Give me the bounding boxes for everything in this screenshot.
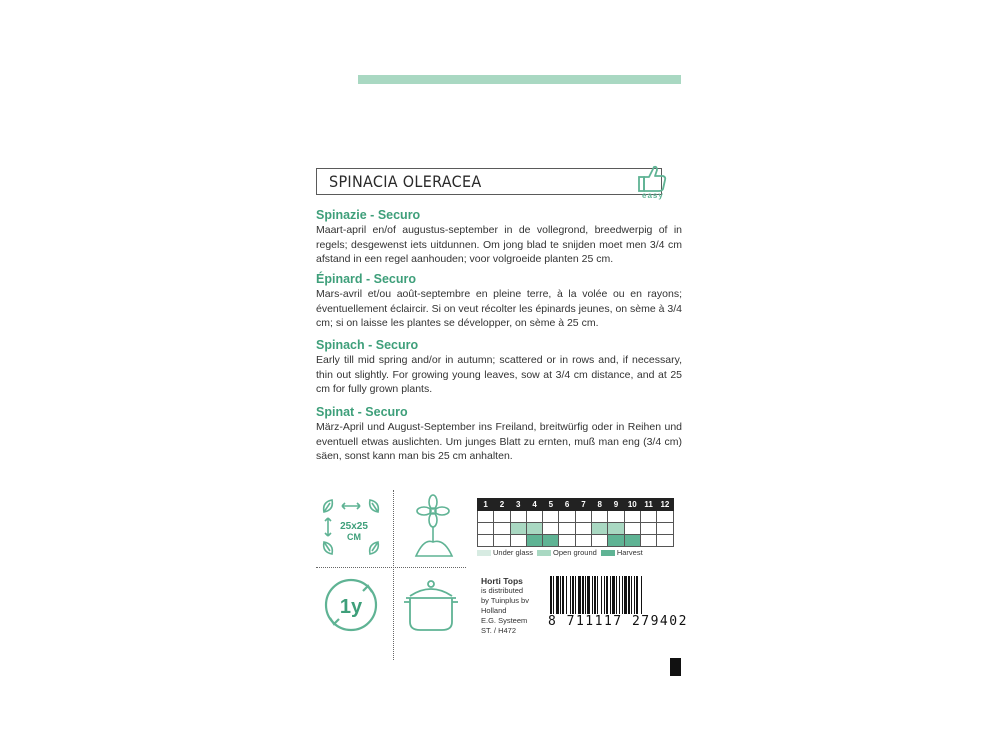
cycle-icon xyxy=(320,574,382,636)
section-heading: Spinat - Securo xyxy=(316,405,408,419)
calendar-cell xyxy=(640,511,656,523)
species-title: SPINACIA OLERACEA xyxy=(329,172,482,191)
calendar-cell xyxy=(592,535,608,547)
month-label: 12 xyxy=(657,499,673,511)
month-label: 7 xyxy=(575,499,591,511)
calendar-legend xyxy=(477,548,643,557)
calendar-cell xyxy=(608,535,624,547)
icon-divider-vertical xyxy=(393,490,394,660)
section-french xyxy=(316,272,682,331)
calendar-cell xyxy=(657,511,673,523)
calendar-cell xyxy=(494,523,510,535)
brand-name: Horti Tops xyxy=(481,576,523,586)
month-label: 9 xyxy=(608,499,624,511)
calendar-cell xyxy=(559,535,575,547)
calendar-cell xyxy=(526,511,542,523)
calendar-cell xyxy=(510,535,526,547)
calendar-header-row xyxy=(478,499,674,511)
sowing-plant-icon xyxy=(404,494,462,562)
calendar-cell xyxy=(640,535,656,547)
legend-label: Under glass xyxy=(493,548,534,557)
calendar-cell xyxy=(640,523,656,535)
legend-label: Open ground xyxy=(553,548,597,557)
distributor-line: ST. / H472 xyxy=(481,626,517,635)
calendar-cell xyxy=(575,511,591,523)
calendar-cell xyxy=(478,523,494,535)
easy-badge-label: easy xyxy=(642,191,664,200)
section-heading: Spinazie - Securo xyxy=(316,208,421,222)
month-label: 5 xyxy=(543,499,559,511)
legend-swatch xyxy=(477,550,491,556)
calendar-cell xyxy=(592,511,608,523)
calendar-cell xyxy=(624,535,640,547)
distributor-line: is distributed xyxy=(481,586,524,595)
calendar-cell xyxy=(543,535,559,547)
calendar-row xyxy=(478,511,674,523)
month-label: 10 xyxy=(624,499,640,511)
section-heading: Épinard - Securo xyxy=(316,272,417,286)
sowing-calendar xyxy=(477,498,674,547)
calendar-row xyxy=(478,535,674,547)
legend-open-ground xyxy=(537,548,597,557)
calendar-cell xyxy=(559,511,575,523)
spacing-icon xyxy=(318,494,384,560)
calendar-cell xyxy=(575,535,591,547)
calendar-cell xyxy=(478,511,494,523)
spacing-unit: CM xyxy=(347,532,361,542)
calendar-cell xyxy=(478,535,494,547)
section-text: Early till mid spring and/or in autumn; scattered or in rows and, if necessary, thin out slightly. For growing young leaves, sow at 3/4 cm distance, and at 25 cm for fully grown plants. xyxy=(316,354,682,395)
legend-harvest xyxy=(601,548,643,557)
section-dutch xyxy=(316,208,682,267)
legend-label: Harvest xyxy=(616,548,643,557)
barcode-number: 8 711117 279402 xyxy=(548,614,688,629)
month-label: 8 xyxy=(592,499,608,511)
calendar-cell xyxy=(526,523,542,535)
section-heading: Spinach - Securo xyxy=(316,338,419,352)
month-label: 2 xyxy=(494,499,510,511)
section-german xyxy=(316,405,682,464)
title-box xyxy=(316,168,662,195)
month-label: 4 xyxy=(526,499,542,511)
duration-value: 1y xyxy=(339,596,363,618)
calendar-cell xyxy=(510,523,526,535)
month-label: 1 xyxy=(478,499,494,511)
legend-swatch xyxy=(537,550,551,556)
calendar-cell xyxy=(510,511,526,523)
month-label: 3 xyxy=(510,499,526,511)
legend-under-glass xyxy=(477,548,533,557)
calendar-cell xyxy=(624,523,640,535)
legend-swatch xyxy=(601,550,615,556)
calendar-cell xyxy=(494,511,510,523)
month-label: 11 xyxy=(640,499,656,511)
calendar-cell xyxy=(608,523,624,535)
icon-divider-horizontal xyxy=(316,567,466,568)
section-text: Mars-avril et/ou août-septembre en pleine terre, à la volée ou en rayons; éventuellement éclaircir. Si on veut récolter les épinards jeunes, on sème à 3/4 cm; si on laisse les plantes se développer, on sème à 25 cm. xyxy=(316,288,682,329)
calendar-cell xyxy=(657,523,673,535)
section-english xyxy=(316,338,682,397)
section-text: Maart-april en/of augustus-september in de vollegrond, breedwerpig of in regels; desgewenst iets uitdunnen. Om jong blad te snijden moet men 3/4 cm afstand in een regel aanhouden; voor volgroeide planten 25 cm. xyxy=(316,224,682,265)
section-text: März-April und August-September ins Freiland, breitwürfig oder in Reihen und eventuell etwas auslichten. Um junges Blatt zu ernten, muß man eng (3/4 cm) säen, sonst kann man bis 25 cm anhalten. xyxy=(316,421,682,462)
calendar-cell xyxy=(559,523,575,535)
distributor-line: by Tuinplus bv xyxy=(481,596,529,605)
calendar-cell xyxy=(543,523,559,535)
calendar-cell xyxy=(608,511,624,523)
cooking-pot-icon xyxy=(400,578,462,634)
calendar-cell xyxy=(624,511,640,523)
spacing-value: 25x25 xyxy=(340,521,368,532)
distributor-line: E.G. Systeem xyxy=(481,616,528,625)
top-color-bar xyxy=(358,75,681,84)
calendar-cell xyxy=(657,535,673,547)
calendar-table xyxy=(477,498,674,547)
calendar-cell xyxy=(526,535,542,547)
distributor-line: Holland xyxy=(481,606,507,615)
distributor-info xyxy=(481,576,529,636)
calendar-row xyxy=(478,523,674,535)
calendar-cell xyxy=(592,523,608,535)
calendar-cell xyxy=(543,511,559,523)
print-mark xyxy=(670,658,681,676)
calendar-cell xyxy=(575,523,591,535)
month-label: 6 xyxy=(559,499,575,511)
calendar-cell xyxy=(494,535,510,547)
